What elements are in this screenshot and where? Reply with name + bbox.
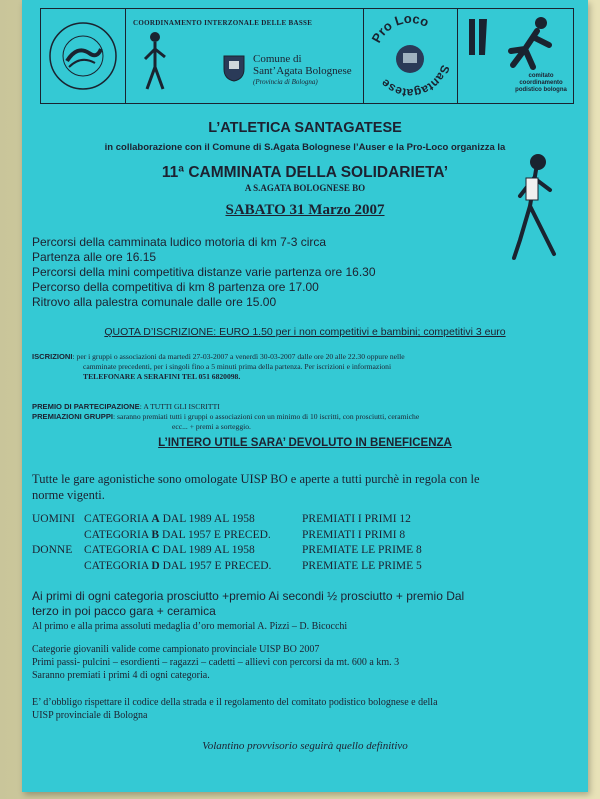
svg-text:Santagatese: Santagatese (378, 63, 453, 101)
footer-note: Volantino provvisorio seguirà quello definitivo (202, 740, 408, 752)
premiazioni-text: : saranno premiati tutti i gruppi o associazioni con un minimo di 10 iscritti, con prosciutti, ceramiche (113, 412, 420, 421)
categories-table (32, 512, 572, 574)
route-line: Ritrovo alla palestra comunale dalle ore 15.00 (32, 295, 277, 309)
agonistiche-line1: Tutte le gare agonistiche sono omologate UISP BO e aperte a tutti purchè in regola con le (32, 472, 480, 486)
category-label: CATEGORIA A DAL 1989 AL 1958 (84, 513, 255, 525)
flyer-sheet (22, 0, 588, 792)
premiazioni-line2: ecc... + premi a sorteggio. (172, 422, 251, 431)
giovanili-line3: Saranno premiati i primi 4 di ogni categoria. (32, 670, 210, 681)
obbligo-line1: E’ d’obbligo rispettare il codice della strada e il regolamento del comitato podistico bolognese e della (32, 697, 438, 708)
uisp-logo-cell (41, 9, 126, 103)
event-place: A S.AGATA BOLOGNESE BO (244, 183, 366, 193)
giovanili-line2: Primi passi- pulcini – esordienti – ragazzi – cadetti – allievi con percorsi da mt. 600 a km. 3 (32, 657, 400, 668)
route-line: Percorsi della camminata ludico motoria di km 7-3 circa (32, 235, 327, 249)
uisp-logo (41, 9, 125, 103)
collaboration-line: in collaborazione con il Comune di S.Agata Bolognese l’Auser e la Pro-Loco organizza la (104, 142, 506, 153)
premiazioni-label: PREMIAZIONI GRUPPI (32, 412, 114, 421)
coordinamento-cell (125, 9, 364, 103)
iscrizioni-label: ISCRIZIONI (32, 352, 73, 361)
event-date: SABATO 31 Marzo 2007 (225, 202, 385, 218)
comitato-line3: podistico bologna (515, 87, 567, 93)
category-prize: PREMIATE LE PRIME 5 (302, 559, 422, 572)
category-prize: PREMIATI I PRIMI 12 (302, 513, 411, 525)
iscrizioni-phone: TELEFONARE A SERAFINI TEL 051 6820098. (83, 372, 241, 381)
flag-icon (467, 17, 491, 57)
prizes-line2: terzo in poi pacco gara + ceramica (32, 604, 216, 618)
proloco-cell (363, 9, 458, 103)
comune-crest-icon (221, 53, 247, 83)
beneficenza-line: L’INTERO UTILE SARA’ DEVOLUTO IN BENEFICENZA (158, 437, 452, 449)
category-prize: PREMIATE LE PRIME 8 (302, 544, 422, 556)
coordinamento-title: COORDINAMENTO INTERZONALE DELLE BASSE (133, 19, 313, 27)
giovanili-block (32, 643, 578, 682)
runner-icon (135, 29, 175, 99)
category-label: CATEGORIA D DAL 1957 E PRECED. (84, 559, 272, 572)
comitato-line2: coordinamento (519, 80, 563, 86)
organizer-title: L’ATLETICA SANTAGATESE (208, 120, 402, 136)
iscrizioni-block (32, 352, 532, 382)
premio-block (32, 402, 552, 432)
category-label: CATEGORIA C DAL 1989 AL 1958 (84, 544, 255, 556)
agonistiche-line2: norme vigenti. (32, 488, 105, 502)
category-group: UOMINI (32, 513, 75, 525)
event-title: 11ª CAMMINATA DELLA SOLIDARIETA’ (161, 164, 449, 181)
category-prize: PREMIATI I PRIMI 8 (302, 528, 406, 541)
prizes-line1: Ai primi di ogni categoria prosciutto +premio Ai secondi ½ prosciutto + premio Dal (32, 589, 465, 603)
svg-text:Pro Loco: Pro Loco (368, 10, 432, 46)
prizes-block (32, 589, 578, 619)
iscrizioni-line2: camminate precedenti, per i singoli fino a 5 minuti prima della partenza. Per iscrizioni e informazioni (83, 362, 392, 371)
obbligo-block (32, 696, 578, 722)
comune-province: (Provincia di Bologna) (253, 78, 318, 86)
header-logo-bar (40, 8, 574, 104)
route-info (32, 235, 512, 310)
comitato-line1: comitato (528, 73, 554, 79)
premio-label: PREMIO DI PARTECIPAZIONE (32, 402, 140, 411)
category-row (32, 559, 572, 575)
comune-line1: Comune di (253, 53, 302, 65)
iscrizioni-text: : per i gruppi o associazioni da martedì 27-03-2007 a venerdì 30-03-2007 dalle ore 20 alle 22.30 oppure nelle (72, 352, 405, 361)
obbligo-line2: UISP provinciale di Bologna (32, 710, 148, 721)
memorial-line: Al primo e alla prima assoluti medaglia d’oro memorial A. Pizzi – D. Bicocchi (32, 621, 348, 632)
route-line: Partenza alle ore 16.15 (32, 250, 157, 264)
agonistiche-block (32, 471, 552, 503)
quota-line: QUOTA D’ISCRIZIONE: EURO 1.50 per i non competitivi e bambini; competitivi 3 euro (104, 326, 506, 338)
category-row (32, 528, 572, 544)
category-group: DONNE (32, 544, 73, 556)
route-line: Percorsi della mini competitiva distanze varie partenza ore 16.30 (32, 265, 376, 279)
comune-line2: Sant’Agata Bolognese (253, 65, 352, 77)
proloco-logo (363, 9, 457, 103)
comitato-cell (457, 9, 573, 103)
comitato-label (513, 73, 569, 94)
category-row (32, 512, 572, 528)
premio-text: : A TUTTI GLI ISCRITTI (139, 402, 220, 411)
comitato-runner-icon (503, 15, 563, 71)
category-label: CATEGORIA B DAL 1957 E PRECED. (84, 528, 271, 541)
route-line: Percorso della competitiva di km 8 partenza ore 17.00 (32, 280, 319, 294)
giovanili-line1: Categorie giovanili valide come campionato provinciale UISP BO 2007 (32, 644, 320, 655)
category-row (32, 543, 572, 559)
